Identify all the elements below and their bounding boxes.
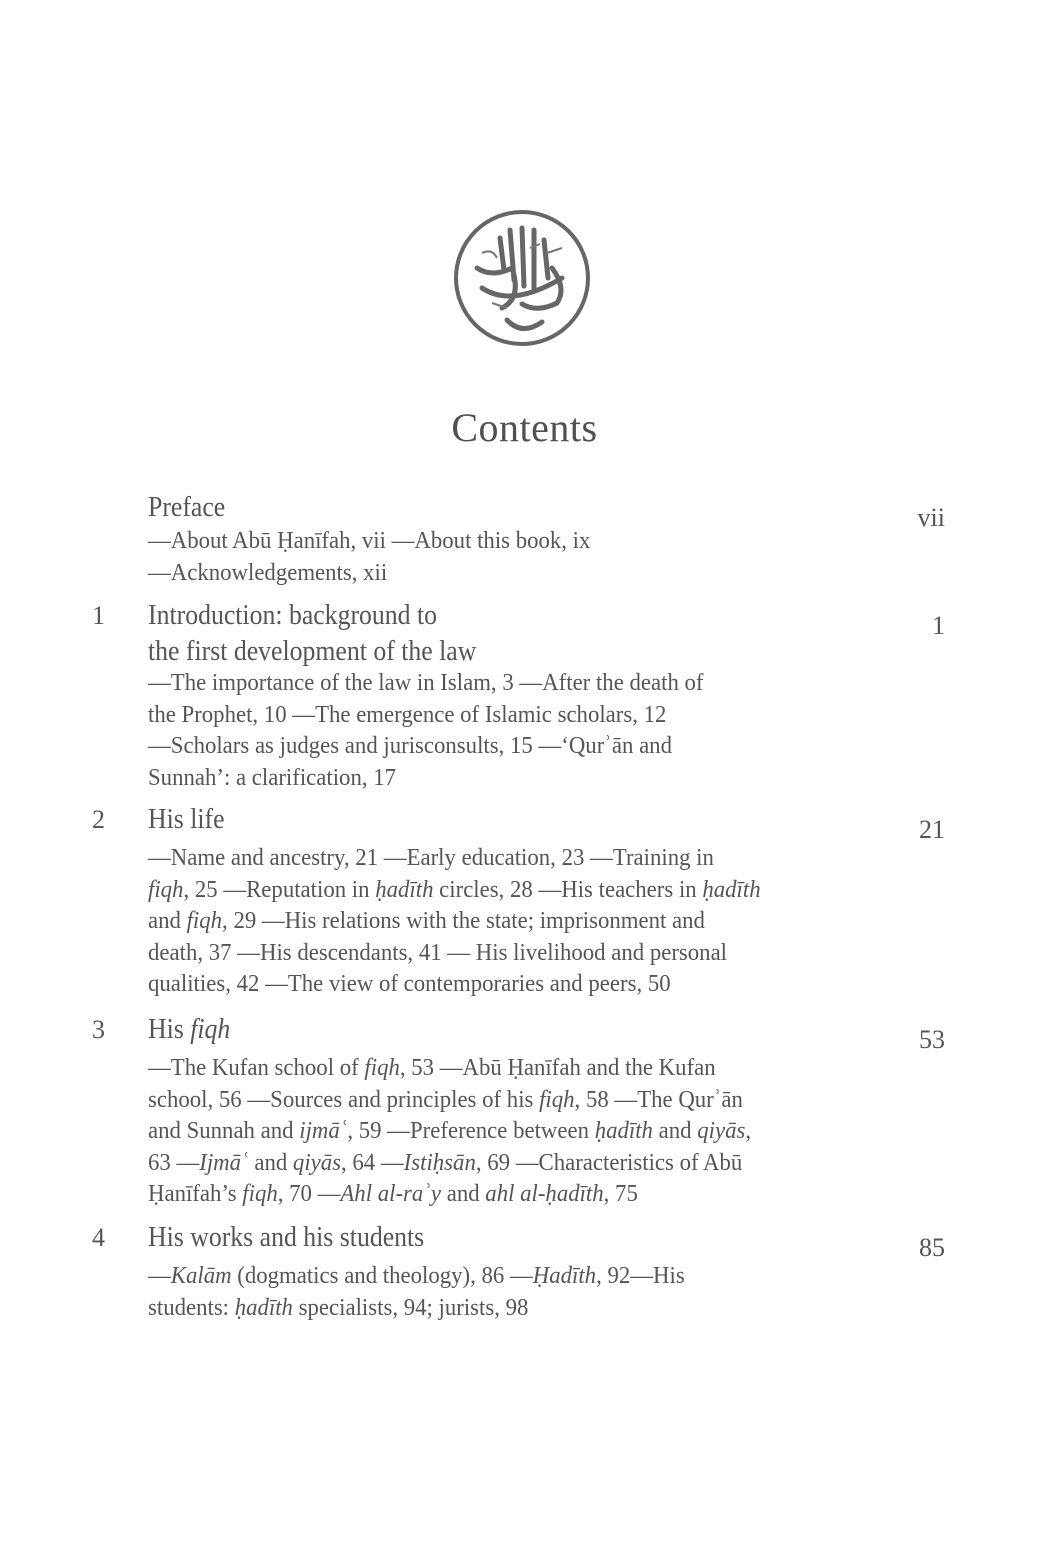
text-segment: His life [148,804,225,835]
italic-term: ḥadīth [234,1293,293,1321]
text-segment: death, 37 —His descendants, 41 — His livelihood and personal [148,938,728,966]
page-number[interactable]: 21 [919,815,945,844]
text-segment: —Name and ancestry, 21 —Early education, 23 —Training in [148,844,714,871]
text-segment: , 29 —His relations with the state; imprisonment and [222,907,705,934]
text-segment: , 53 —Abū Ḥanīfah and the Kufan [399,1054,716,1081]
chapter-title[interactable] [148,1220,424,1256]
section-line[interactable] [148,874,761,906]
chapter-title-line: the first development of the law [148,636,477,667]
section-line[interactable] [148,557,590,589]
section-list [148,667,704,793]
page-number[interactable]: vii [917,503,945,532]
page-number[interactable]: 85 [919,1233,945,1262]
chapter-number: 3 [92,1015,105,1044]
section-line[interactable] [148,1178,751,1210]
section-line[interactable] [148,762,704,794]
italic-term: fiqh [190,1014,231,1045]
text-segment: —About Abū Ḥanīfah, vii —About this book, ix [148,527,591,554]
section-list [148,1052,751,1210]
text-segment: , 70 — [277,1180,341,1207]
text-segment: and [441,1180,486,1207]
chapter-title[interactable] [148,490,225,526]
text-segment: 63 — [148,1148,200,1176]
page-title: Contents [451,405,598,450]
text-segment: circles, 28 —His teachers in [433,875,703,903]
text-segment: , 25 —Reputation in [183,875,376,903]
italic-term: fiqh [186,907,223,934]
section-line[interactable] [148,667,704,699]
section-list [148,525,590,588]
text-segment: qualities, 42 —The view of contemporaries and peers, 50 [148,970,671,997]
bismillah-calligraphy-seal [452,208,592,348]
text-segment: — [148,1262,171,1289]
chapter-title[interactable] [148,802,225,838]
text-segment: , 59 —Preference between [347,1117,595,1144]
text-segment: students: [148,1293,235,1321]
italic-term: fiqh [539,1085,575,1113]
section-line[interactable] [148,1147,751,1179]
text-segment: specialists, 94; jurists, 98 [292,1293,529,1321]
text-segment: —Scholars as judges and jurisconsults, 15 —‘Qurʾān and [148,732,672,759]
section-line[interactable] [148,1115,751,1147]
italic-term: fiqh [364,1054,400,1081]
chapter-title[interactable] [148,598,476,670]
text-segment: , 69 —Characteristics of Abū [475,1148,743,1176]
section-line[interactable] [148,968,761,1000]
italic-term: fiqh [148,875,184,903]
section-line[interactable] [148,1292,685,1324]
section-line[interactable] [148,699,704,731]
text-segment: and Sunnah and [148,1117,300,1144]
text-segment: Sunnah’: a clarification, 17 [148,763,397,791]
text-segment: His works and his students [148,1222,425,1253]
section-line[interactable] [148,1052,751,1084]
section-line[interactable] [148,1084,751,1116]
italic-term: Ijmāʿ [199,1148,249,1176]
text-segment: , 75 [603,1180,638,1207]
page-number[interactable]: 53 [919,1025,945,1054]
section-list [148,842,761,1000]
section-list [148,1260,685,1323]
text-segment: His [148,1014,191,1045]
text-segment: , 92—His [596,1262,685,1289]
italic-term: ḥadīth [702,875,761,903]
section-line[interactable] [148,730,704,762]
text-segment: and [248,1148,293,1176]
italic-term: Istiḥsān [403,1148,476,1176]
chapter-number: 2 [92,805,105,834]
italic-term: Ahl al-raʾy [340,1180,442,1207]
section-line[interactable] [148,1260,685,1292]
text-segment: , 64 — [341,1148,404,1176]
text-segment: school, 56 —Sources and principles of his [148,1085,540,1113]
chapter-number: 1 [92,601,105,630]
section-line[interactable] [148,842,761,874]
chapter-number: 4 [92,1223,105,1252]
text-segment: Ḥanīfah’s [148,1180,243,1207]
italic-term: fiqh [242,1180,278,1207]
italic-term: ijmāʿ [299,1117,348,1144]
italic-term: qiyās [697,1117,746,1144]
text-segment: , [745,1117,752,1144]
text-segment: —The importance of the law in Islam, 3 —After the death of [148,669,704,696]
text-segment: and [148,907,187,934]
text-segment: (dogmatics and theology), 86 — [231,1262,533,1289]
italic-term: ahl al-ḥadīth [485,1180,604,1207]
text-segment: —The Kufan school of [148,1054,365,1081]
section-line[interactable] [148,905,761,937]
italic-term: ḥadīth [375,875,434,903]
section-line[interactable] [148,525,590,557]
chapter-title-line: Introduction: background to [148,600,438,631]
text-segment: and [652,1117,698,1144]
italic-term: Ḥadīth [532,1262,597,1289]
italic-term: Kalām [170,1262,232,1289]
section-line[interactable] [148,937,761,969]
italic-term: ḥadīth [594,1117,653,1144]
text-segment: the Prophet, 10 —The emergence of Islamic scholars, 12 [148,700,667,728]
text-segment: , 58 —The Qurʾān [574,1085,743,1113]
text-segment: Preface [148,492,226,523]
chapter-title[interactable] [148,1012,230,1048]
text-segment: —Acknowledgements, xii [148,558,388,586]
italic-term: qiyās [292,1148,342,1176]
page-number[interactable]: 1 [932,611,945,640]
